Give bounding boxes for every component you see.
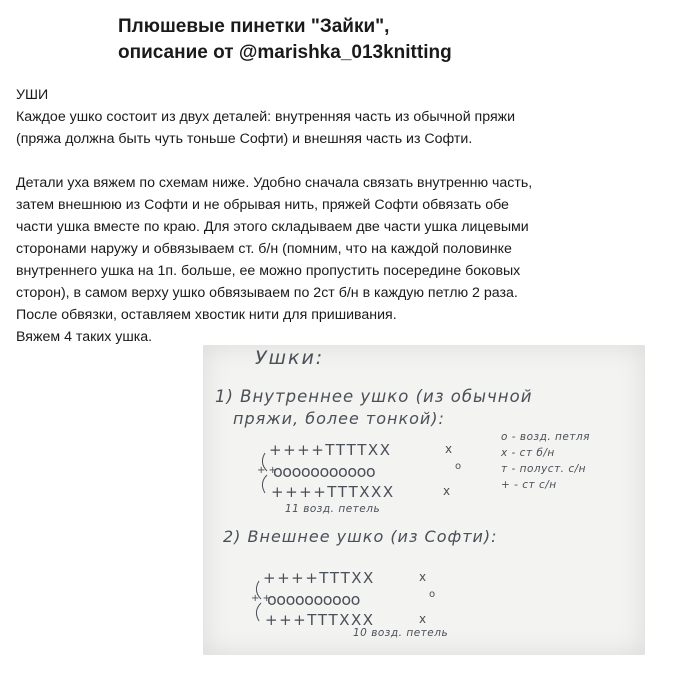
- text-line: затем внешнюю из Софти и не обрывая нить, пряжей Софти обвязать обе: [16, 197, 509, 213]
- scheme-1-top-end: х: [445, 442, 453, 456]
- section-heading: УШИ: [16, 87, 49, 103]
- scheme-2-turn-mark: о: [429, 589, 436, 600]
- scheme-1-side-marks: + +: [257, 465, 277, 476]
- legend-sc: х - ст б/н: [501, 447, 555, 459]
- paragraph-1: [16, 106, 666, 150]
- scheme-2-top-row: ++++ТТТХХ: [263, 569, 375, 587]
- scheme-2-diagram: [253, 563, 473, 633]
- scheme-2-chain-count: 10 возд. петель: [353, 627, 449, 639]
- legend-dc: + - ст с/н: [501, 479, 557, 491]
- title-line-2: описание от @marishka_013knitting: [118, 42, 452, 63]
- scheme-1-diagram: [259, 433, 479, 503]
- text-line: внутреннего ушка на 1п. больше, ее можно пропустить посередине боковых: [16, 263, 521, 279]
- document-title: [118, 14, 452, 66]
- scheme-1-top-row: ++++ТТТТХХ: [269, 441, 392, 459]
- text-line: сторонами наружу и обвязываем ст. б/н (помним, что на каждой половинке: [16, 241, 512, 257]
- scheme-2-side-marks: + +: [251, 593, 271, 604]
- text-line: Каждое ушко состоит из двух деталей: внутренняя часть из обычной пряжи: [16, 109, 516, 125]
- scheme-1-bottom-row: ++++ТТТХХХ: [271, 483, 395, 501]
- section-1-subheading: пряжи, более тонкой):: [233, 409, 445, 428]
- scheme-2-bottom-end: х: [419, 612, 427, 626]
- scheme-2-chain-row: оооооооооо: [267, 590, 360, 609]
- title-line-1: Плюшевые пинетки "Зайки",: [118, 16, 390, 37]
- handwritten-scheme-photo: [203, 345, 645, 655]
- text-line: части ушка вместе по краю. Для этого складываем две части ушка лицевыми: [16, 219, 529, 235]
- note-title: Ушки:: [255, 347, 325, 369]
- scheme-1-chain-row: ооооооооооо: [273, 462, 376, 481]
- legend-chain: о - возд. петля: [501, 431, 590, 443]
- section-2-heading: 2) Внешнее ушко (из Софти):: [223, 527, 498, 546]
- paragraph-2: [16, 172, 666, 348]
- text-line: сторон), в самом верху ушко обвязываем по 2ст б/н в каждую петлю 2 раза.: [16, 285, 518, 301]
- scheme-1-chain-count: 11 возд. петель: [285, 503, 381, 515]
- instructions-text: [16, 84, 666, 348]
- scheme-1-bottom-end: х: [443, 484, 451, 498]
- text-line: После обвязки, оставляем хвостик нити для пришивания.: [16, 307, 397, 323]
- scheme-2-bottom-row: +++ТТТХХХ: [265, 611, 375, 629]
- scheme-1-turn-mark: о: [455, 461, 462, 472]
- scheme-2-top-end: х: [419, 570, 427, 584]
- text-line: (пряжа должна быть чуть тоньше Софти) и внешняя часть из Софти.: [16, 131, 473, 147]
- section-1-heading: 1) Внутреннее ушко (из обычной: [215, 387, 533, 406]
- legend-hdc: т - полуст. с/н: [501, 463, 587, 475]
- text-line: Детали уха вяжем по схемам ниже. Удобно сначала связать внутренню часть,: [16, 175, 533, 191]
- text-line: Вяжем 4 таких ушка.: [16, 329, 153, 345]
